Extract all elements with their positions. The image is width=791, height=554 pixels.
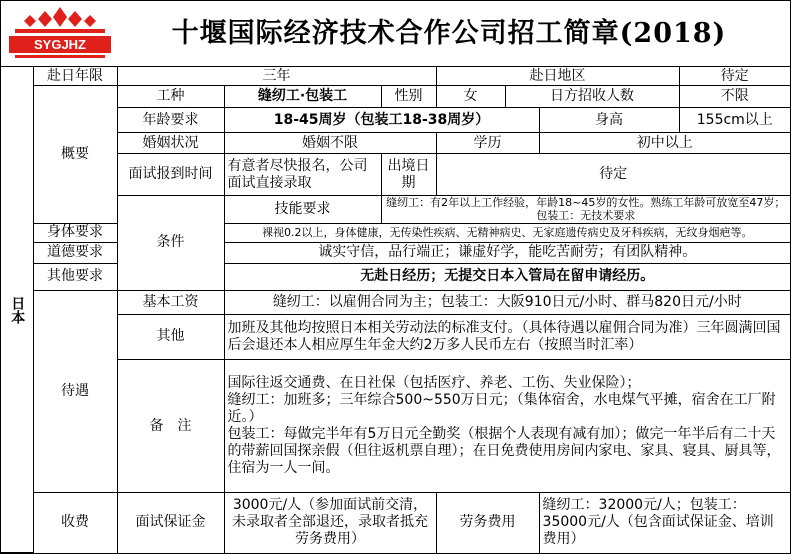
label-other-requirements: 其他要求 [33, 263, 117, 290]
label-years: 赴日年限 [33, 67, 117, 86]
value-recruit: 不限 [679, 86, 790, 108]
label-gender: 性别 [381, 86, 436, 108]
label-wage: 基本工资 [117, 290, 224, 314]
label-region: 赴日地区 [436, 67, 679, 86]
label-service-fee: 劳务费用 [436, 493, 539, 553]
value-moral: 诚实守信，品行端正；谦虚好学，能吃苦耐劳；有团队精神。 [224, 242, 790, 263]
value-interview: 有意者尽快报名，公司面试直接录取 [224, 154, 381, 196]
value-skill: 缝纫工：有2年以上工作经验，年龄18~45岁的女性。熟练工年龄可放宽至47岁；包装工：无技术要求 [381, 195, 790, 223]
section-fees: 收费 [33, 493, 117, 553]
label-education: 学历 [436, 133, 539, 154]
label-age: 年龄要求 [117, 108, 224, 133]
value-region: 待定 [679, 67, 790, 86]
section-overview: 概要 [33, 86, 117, 224]
page-title: 十堰国际经济技术合作公司招工简章(2018) [171, 18, 727, 49]
value-gender: 女 [436, 86, 505, 108]
country-label: 日本 [1, 67, 33, 553]
value-education: 初中以上 [539, 133, 790, 154]
value-treatment-other: 加班及其他均按照日本相关劳动法的标准支付。（具体待遇以雇佣合同为准）三年圆满回国后会退还本人相应厚生年金大约2万多人民币左右（按照当时汇率） [224, 314, 790, 359]
value-remark [224, 359, 790, 493]
label-moral: 道德要求 [33, 242, 117, 263]
section-conditions: 条件 [117, 195, 224, 290]
label-body: 身体要求 [33, 224, 117, 243]
value-height: 155cm以上 [679, 108, 790, 133]
label-skill: 技能要求 [224, 195, 381, 223]
value-service-fee: 缝纫工：32000元/人；包装工：35000元/人（包含面试保证金、培训费用） [539, 493, 790, 553]
label-marital: 婚姻状况 [117, 133, 224, 154]
remark-line-1: 国际往返交通费、在日社保（包括医疗、养老、工伤、失业保险）； [227, 375, 641, 392]
value-job: 缝纫工·包装工 [224, 86, 381, 108]
remark-line-3: 包装工：每做完半年有5万日元全勤奖（根据个人表现有减有加）；做完一年半后有二十天的带薪回国探亲假（但往返机票自理）；在日免费使用房间内家电、家具、寝具、厨具等，住宿为一人一间。 [227, 426, 781, 477]
label-job: 工种 [117, 86, 224, 108]
label-height: 身高 [539, 108, 679, 133]
logo-text: SYGJHZ [33, 37, 87, 52]
value-wage: 缝纫工：以雇佣合同为主；包装工：大阪910日元/小时、群马820日元/小时 [224, 290, 790, 314]
label-deposit: 面试保证金 [117, 493, 224, 553]
label-recruit: 日方招收人数 [505, 86, 679, 108]
value-deposit: 3000元/人（参加面试前交清，未录取者全部退还，录取者抵充劳务费用） [224, 493, 436, 553]
label-departure: 出境日期 [381, 154, 436, 196]
value-age: 18-45周岁（包装工18-38周岁） [224, 108, 539, 133]
remark-line-2: 缝纫工：加班多；三年综合500~550万日元；（集体宿舍，水电煤气平摊，宿舍在工厂附近。） [227, 392, 776, 426]
value-marital: 婚姻不限 [224, 133, 436, 154]
value-years: 三年 [117, 67, 436, 86]
company-logo [5, 5, 115, 61]
requirements-table [1, 67, 790, 553]
section-treatment: 待遇 [33, 290, 117, 493]
label-interview: 面试报到时间 [117, 154, 224, 196]
value-body: 裸视0.2以上，身体健康，无传染性疾病、无精神病史、无家庭遗传病史及牙科疾病，无纹身烟疤等。 [224, 224, 790, 243]
value-other-requirements: 无赴日经历；无提交日本入管局在留申请经历。 [224, 263, 790, 290]
label-remark: 备 注 [117, 359, 224, 493]
label-treatment-other: 其他 [117, 314, 224, 359]
sheet-header [1, 1, 790, 67]
value-departure: 待定 [436, 154, 790, 196]
